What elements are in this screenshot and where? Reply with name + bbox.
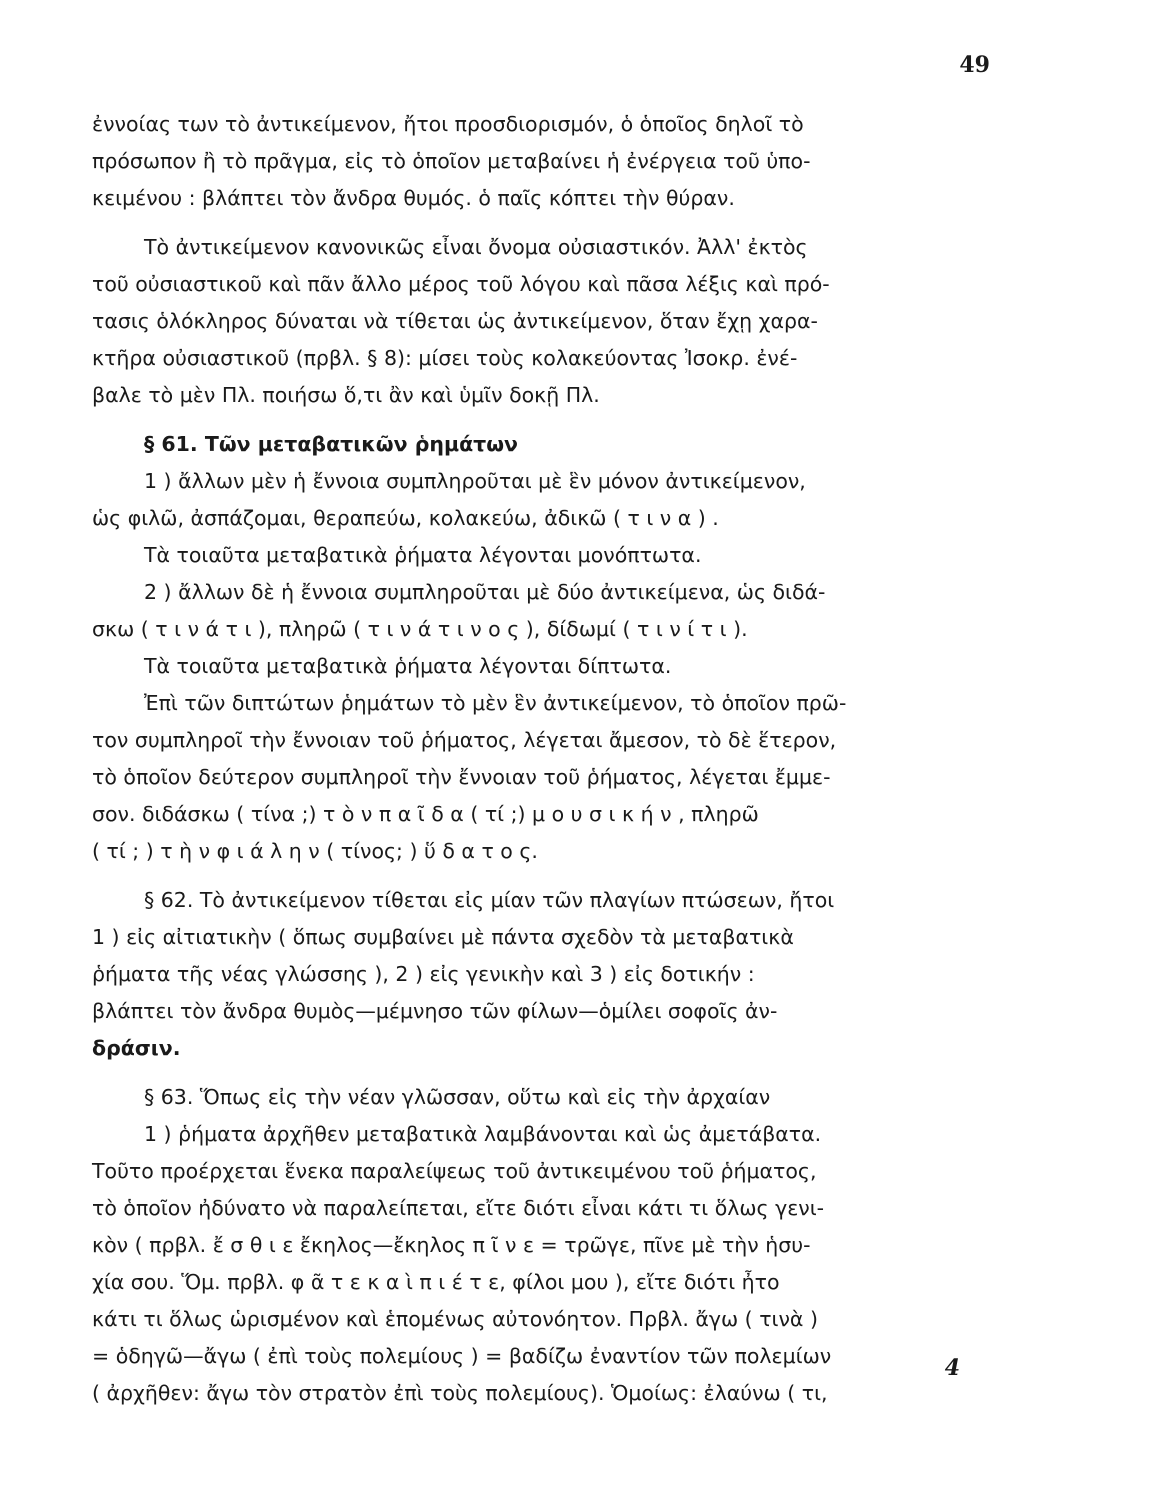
text-line: τον συμπληροῖ τὴν ἔννοιαν τοῦ ῥήματος, λέγεται ἄμεσον, τὸ δὲ ἕτερον, (92, 728, 837, 752)
text-line: Τοῦτο προέρχεται ἕνεκα παραλείψεως τοῦ ἀντικειμένου τοῦ ῥήματος, (92, 1159, 817, 1183)
text-line: δράσιν. (92, 1036, 181, 1060)
text-line: τασις ὁλόκληρος δύναται νὰ τίθεται ὡς ἀντικείμενον, ὅταν ἔχῃ χαρα- (92, 309, 818, 333)
text-line: κάτι τι ὅλως ὡρισμένον καὶ ἑπομένως αὐτονόητον. Πρβλ. ἄγω ( τινὰ ) (92, 1307, 818, 1331)
text-line: κειμένου : βλάπτει τὸν ἄνδρα θυμός. ὁ παῖς κόπτει τὴν θύραν. (92, 186, 735, 210)
text-line: ὡς φιλῶ, ἀσπάζομαι, θεραπεύω, κολακεύω, ἀδικῶ ( τ ι ν α ) . (92, 506, 719, 530)
text-line: 1 ) εἰς αἰτιατικὴν ( ὅπως συμβαίνει μὲ πάντα σχεδὸν τὰ μεταβατικὰ (92, 925, 794, 949)
text-line: 1 ) ἄλλων μὲν ἡ ἔννοια συμπληροῦται μὲ ἓν μόνον ἀντικείμενον, (144, 469, 806, 493)
signature-mark: 4 (944, 1355, 960, 1381)
text-line: χία σου. Ὅμ. πρβλ. φ ᾶ τ ε κ α ὶ π ι έ τ ε, φίλοι μου ), εἴτε διότι ἦτο (92, 1270, 780, 1294)
text-line: 2 ) ἄλλων δὲ ἡ ἔννοια συμπληροῦται μὲ δύο ἀντικείμενα, ὡς διδά- (144, 580, 826, 604)
text-line: ἐννοίας των τὸ ἀντικείμενον, ἤτοι προσδιορισμόν, ὁ ὁποῖος δηλοῖ τὸ (92, 112, 804, 136)
text-line: τὸ ὁποῖον δεύτερον συμπληροῖ τὴν ἔννοιαν τοῦ ῥήματος, λέγεται ἔμμε- (92, 765, 831, 789)
text-line: κὸν ( πρβλ. ἔ σ θ ι ε ἔκηλος—ἔκηλος π ῖ ν ε = τρῶγε, πῖνε μὲ τὴν ἡσυ- (92, 1233, 811, 1257)
text-line: Τὰ τοιαῦτα μεταβατικὰ ῥήματα λέγονται μονόπτωτα. (144, 543, 702, 567)
text-line: ( ἀρχῆθεν: ἄγω τὸν στρατὸν ἐπὶ τοὺς πολεμίους). Ὁμοίως: ἐλαύνω ( τι, (92, 1381, 828, 1405)
section-heading-62: § 62. Τὸ ἀντικείμενον τίθεται εἰς μίαν τῶν πλαγίων πτώσεων, ἤτοι (144, 888, 835, 912)
text-line: Τὰ τοιαῦτα μεταβατικὰ ῥήματα λέγονται δίπτωτα. (144, 654, 672, 678)
section-heading-63: § 63. Ὅπως εἰς τὴν νέαν γλῶσσαν, οὕτω καὶ εἰς τὴν ἀρχαίαν (144, 1085, 771, 1109)
page-number: 49 (959, 52, 990, 78)
text-line: Ἐπὶ τῶν διπτώτων ῥημάτων τὸ μὲν ἓν ἀντικείμενον, τὸ ὁποῖον πρῶ- (144, 691, 847, 715)
text-line: = ὁδηγῶ—ἄγω ( ἐπὶ τοὺς πολεμίους ) = βαδίζω ἐναντίον τῶν πολεμίων (92, 1344, 832, 1368)
text-line: Τὸ ἀντικείμενον κανονικῶς εἶναι ὄνομα οὐσιαστικόν. Ἀλλ' ἐκτὸς (144, 235, 808, 259)
body-text (92, 106, 996, 1412)
text-line: 1 ) ῥήματα ἀρχῆθεν μεταβατικὰ λαμβάνονται καὶ ὡς ἀμετάβατα. (144, 1122, 822, 1146)
text-line: τοῦ οὐσιαστικοῦ καὶ πᾶν ἄλλο μέρος τοῦ λόγου καὶ πᾶσα λέξις καὶ πρό- (92, 272, 830, 296)
text-line: βαλε τὸ μὲν Πλ. ποιήσω ὅ,τι ἂν καὶ ὑμῖν δοκῇ Πλ. (92, 383, 600, 407)
text-line: ῥήματα τῆς νέας γλώσσης ), 2 ) εἰς γενικὴν καὶ 3 ) εἰς δοτικήν : (92, 962, 755, 986)
text-line: σον. διδάσκω ( τίνα ;) τ ὸ ν π α ῖ δ α ( τί ;) μ ο υ σ ι κ ή ν , πληρῶ (92, 802, 759, 826)
text-line: κτῆρα οὐσιαστικοῦ (πρβλ. § 8): μίσει τοὺς κολακεύοντας Ἰσοκρ. ἐνέ- (92, 346, 798, 370)
text-line: βλάπτει τὸν ἄνδρα θυμὸς—μέμνησο τῶν φίλων—ὁμίλει σοφοῖς ἀν- (92, 999, 778, 1023)
section-heading-61: § 61. Τῶν μεταβατικῶν ῥημάτων (144, 432, 519, 456)
text-line: ( τί ; ) τ ὴ ν φ ι ά λ η ν ( τίνος; ) ὕ δ α τ ο ς. (92, 839, 538, 863)
text-line: πρόσωπον ἢ τὸ πρᾶγμα, εἰς τὸ ὁποῖον μεταβαίνει ἡ ἐνέργεια τοῦ ὑπο- (92, 149, 811, 173)
text-line: σκω ( τ ι ν ά τ ι ), πληρῶ ( τ ι ν ά τ ι ν ο ς ), δίδωμί ( τ ι ν ί τ ι ). (92, 617, 748, 641)
text-line: τὸ ὁποῖον ἠδύνατο νὰ παραλείπεται, εἴτε διότι εἶναι κάτι τι ὅλως γενι- (92, 1196, 825, 1220)
